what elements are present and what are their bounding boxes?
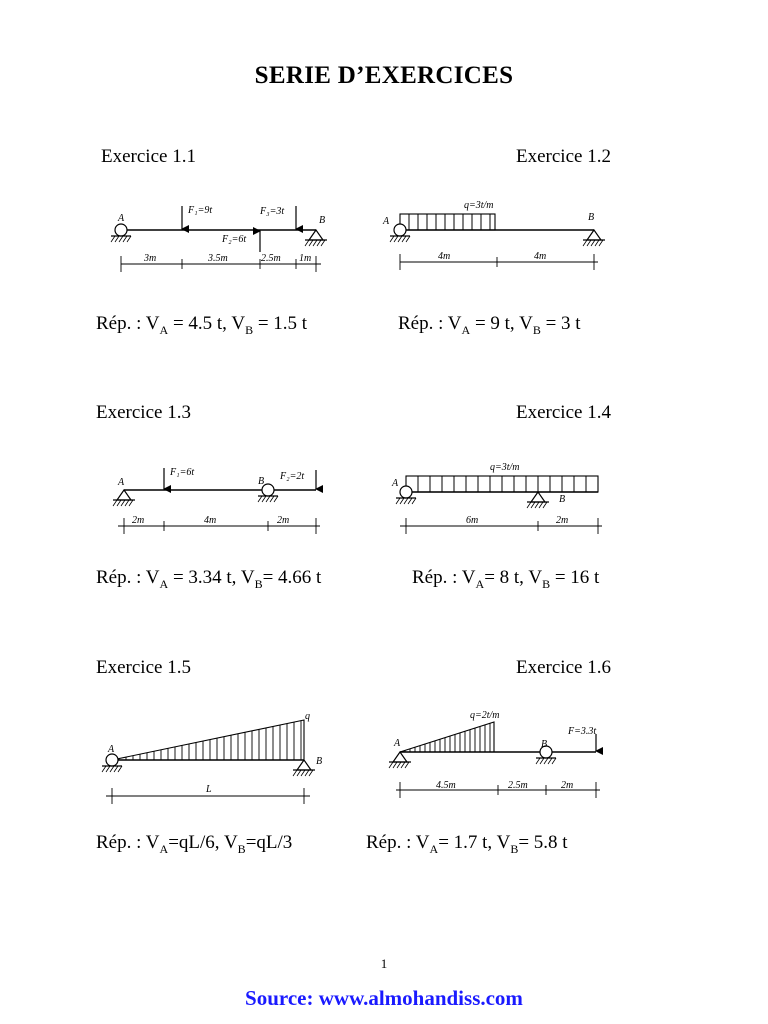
label-b: B [559, 494, 566, 505]
page-title: SERIE D’EXERCICES [254, 62, 514, 89]
support-b-pin [305, 230, 327, 246]
dim-1: L [206, 784, 212, 795]
label-a: A [392, 478, 399, 489]
exercise-1-2-answer: Rép. : $V_A = 9$ t, $V_B = 3$ t [398, 313, 581, 337]
support-b-pin [527, 492, 549, 508]
support-a-pin [113, 490, 135, 506]
dim-3: 2m [277, 515, 290, 526]
source-link[interactable]: Source: www.almohandiss.com [245, 986, 523, 1010]
exercise-1-4-answer: Rép. : $V_A= 8$ t, $V_B = 16$ t [412, 567, 600, 591]
label-b: B [541, 739, 548, 750]
dim-1: 2m [132, 515, 145, 526]
exercise-1-2-figure [378, 196, 618, 276]
dimension-line [400, 518, 602, 534]
label-b: B [319, 215, 326, 226]
exercise-1-1-figure [96, 198, 346, 278]
dim-1: 3m [144, 253, 157, 264]
exercise-1-5-figure [96, 704, 336, 806]
label-q: q=3t/m [490, 462, 520, 473]
exercise-1-1-label: Exercice 1.1 [101, 146, 196, 167]
dim-2: 2m [556, 515, 569, 526]
support-a-roller [111, 224, 131, 242]
exercise-1-6-figure [384, 706, 614, 802]
dimension-line [400, 254, 598, 270]
dim-2: 2.5m [508, 780, 528, 791]
label-a: A [108, 744, 115, 755]
exercise-1-3-answer: Rép. : $V_A = 3.34$ t, $V_B= 4.66$ t [96, 567, 322, 591]
exercise-1-4-label: Exercice 1.4 [516, 402, 611, 423]
dim-2: 4m [204, 515, 217, 526]
label-f2: F₂=2t [280, 471, 305, 482]
dim-2: 4m [534, 251, 547, 262]
label-f: F=3.3t [568, 726, 597, 737]
exercise-1-3-label: Exercice 1.3 [96, 402, 191, 423]
label-q: q=3t/m [464, 200, 494, 211]
dim-1: 4m [438, 251, 451, 262]
exercise-1-3-figure [96, 460, 336, 542]
dim-3: 2.5m [261, 253, 281, 264]
exercise-1-1-answer: Rép. : $V_A = 4.5$ t, $V_B = 1.5$ t [96, 313, 308, 337]
label-b: B [258, 476, 265, 487]
triangular-load [112, 720, 304, 760]
exercise-1-4-figure [384, 456, 614, 542]
dim-2: 3.5m [208, 253, 228, 264]
label-a: A [394, 738, 401, 749]
support-a-pin [389, 752, 411, 768]
label-q: q=2t/m [470, 710, 500, 721]
label-f3: F₃=3t [260, 206, 285, 217]
support-a-roller [102, 754, 122, 772]
dim-1: 6m [466, 515, 479, 526]
support-a-roller [390, 224, 410, 242]
label-f1: F₁=6t [170, 467, 195, 478]
exercise-1-5-answer: Rép. : $V_A=qL/6$, $V_B=qL/3$ [96, 832, 293, 856]
label-a: A [118, 213, 125, 224]
dim-4: 1m [299, 253, 312, 264]
label-b: B [588, 212, 595, 223]
exercise-1-6-label: Exercice 1.6 [516, 657, 611, 678]
support-a-roller [396, 486, 416, 504]
support-b-pin [583, 230, 605, 246]
label-a: A [118, 477, 125, 488]
page-number: 1 [380, 956, 388, 971]
exercise-1-6-answer: Rép. : $V_A= 1.7$ t, $V_B= 5.8$ t [366, 832, 568, 856]
support-b-pin [293, 760, 315, 776]
label-b: B [316, 756, 323, 767]
label-q: q [305, 711, 310, 722]
label-a: A [383, 216, 390, 227]
exercise-1-2-label: Exercice 1.2 [516, 146, 611, 167]
label-f2: F₂=6t [222, 234, 247, 245]
label-f1: F₁=9t [188, 205, 213, 216]
exercise-1-5-label: Exercice 1.5 [96, 657, 191, 678]
dimension-line [118, 518, 320, 534]
dim-3: 2m [561, 780, 574, 791]
dim-1: 4.5m [436, 780, 456, 791]
